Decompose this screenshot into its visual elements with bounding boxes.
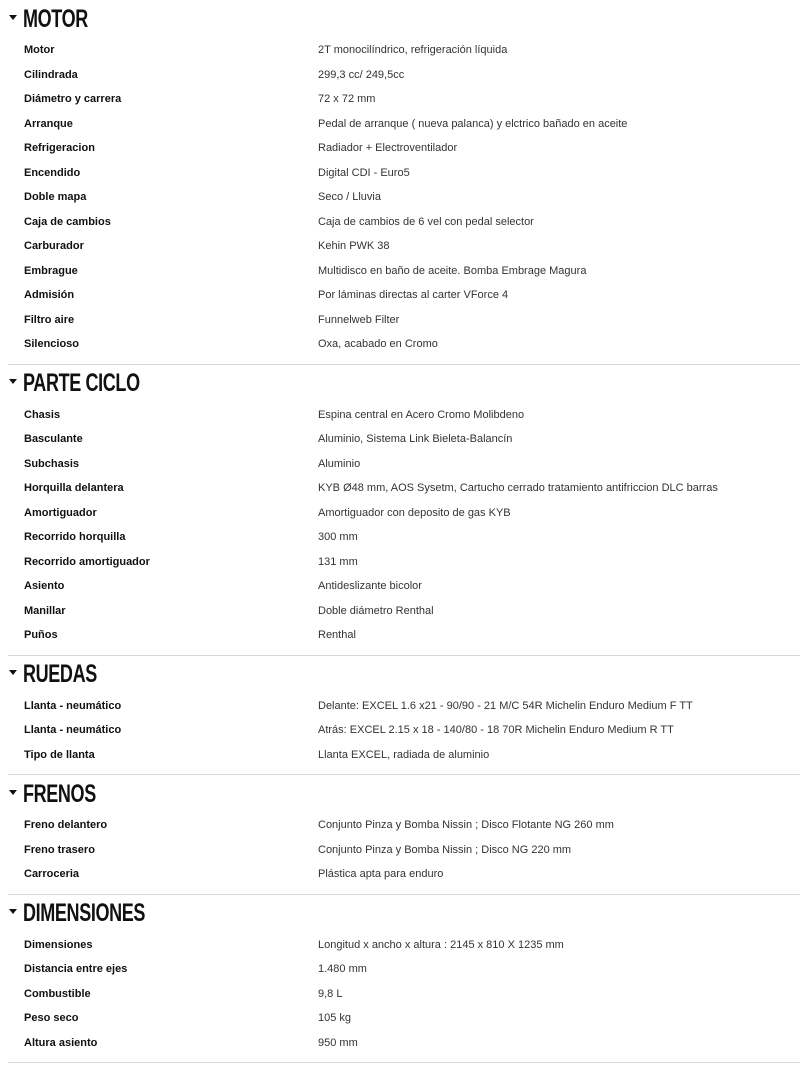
spec-row — [8, 1006, 800, 1031]
spec-value: Digital CDI - Euro5 — [318, 166, 410, 179]
spec-label: Silencioso — [24, 338, 80, 351]
spec-label: Arranque — [24, 117, 73, 130]
spec-label: Encendido — [24, 166, 81, 179]
spec-value: 299,3 cc/ 249,5cc — [318, 68, 405, 81]
spec-label: Recorrido amortiguador — [24, 555, 150, 568]
spec-value: Kehin PWK 38 — [318, 240, 390, 253]
caret-down-icon — [9, 379, 17, 384]
spec-label: Dimensiones — [24, 938, 93, 951]
section-title: FRENOS — [23, 779, 96, 808]
spec-value: Atrás: EXCEL 2.15 x 18 - 140/80 - 18 70R Michelin Enduro Medium R TT — [318, 724, 674, 737]
spec-label: Carburador — [24, 240, 84, 253]
spec-row — [8, 403, 800, 428]
spec-value: Funnelweb Filter — [318, 313, 400, 326]
spec-row — [8, 308, 800, 333]
spec-label: Combustible — [24, 987, 91, 1000]
spec-row — [8, 501, 800, 526]
spec-row — [8, 332, 800, 357]
spec-row — [8, 259, 800, 284]
spec-row — [8, 813, 800, 838]
spec-row — [8, 476, 800, 501]
section-toggle[interactable] — [8, 365, 800, 403]
spec-row — [8, 427, 800, 452]
spec-value: Por láminas directas al carter VForce 4 — [318, 289, 509, 302]
spec-row — [8, 933, 800, 958]
spec-value: Caja de cambios de 6 vel con pedal selector — [318, 215, 534, 228]
caret-down-icon — [9, 670, 17, 675]
spec-section-dimensiones — [8, 895, 800, 1064]
spec-value: Conjunto Pinza y Bomba Nissin ; Disco NG 220 mm — [318, 843, 572, 856]
spec-row — [8, 63, 800, 88]
spec-label: Recorrido horquilla — [24, 531, 126, 544]
spec-label: Peso seco — [24, 1012, 79, 1025]
spec-label: Carroceria — [24, 868, 80, 881]
spec-row — [8, 452, 800, 477]
spec-value: 1.480 mm — [318, 963, 367, 976]
spec-row — [8, 957, 800, 982]
spec-value: 950 mm — [318, 1036, 358, 1049]
spec-rows — [8, 813, 800, 894]
spec-value: Doble diámetro Renthal — [318, 604, 434, 617]
spec-row — [8, 743, 800, 768]
spec-row — [8, 862, 800, 887]
section-title: PARTE CICLO — [23, 369, 140, 397]
spec-row — [8, 38, 800, 63]
spec-row — [8, 550, 800, 575]
spec-label: Refrigeracion — [24, 142, 95, 155]
spec-value: Longitud x ancho x altura : 2145 x 810 X 1235 mm — [318, 938, 564, 951]
spec-label: Admisión — [24, 289, 75, 302]
spec-value: Amortiguador con deposito de gas KYB — [318, 506, 511, 519]
spec-row — [8, 185, 800, 210]
spec-label: Cilindrada — [24, 68, 78, 81]
spec-label: Doble mapa — [24, 191, 87, 204]
spec-value: Renthal — [318, 629, 356, 642]
section-toggle[interactable] — [8, 775, 800, 813]
spec-label: Chasis — [24, 408, 61, 421]
spec-section-parte-ciclo — [8, 365, 800, 656]
spec-label: Puños — [24, 629, 58, 642]
spec-section-frenos — [8, 775, 800, 895]
spec-value: Pedal de arranque ( nueva palanca) y elctrico bañado en aceite — [318, 117, 628, 130]
spec-row — [8, 87, 800, 112]
spec-value: 300 mm — [318, 531, 358, 544]
spec-rows — [8, 933, 800, 1063]
spec-value: 9,8 L — [318, 987, 343, 1000]
spec-row — [8, 982, 800, 1007]
spec-row — [8, 599, 800, 624]
spec-value: Antideslizante bicolor — [318, 580, 422, 593]
spec-label: Tipo de llanta — [24, 748, 95, 761]
spec-row — [8, 838, 800, 863]
caret-down-icon — [9, 909, 17, 914]
spec-label: Embrague — [24, 264, 78, 277]
caret-down-icon — [9, 790, 17, 795]
spec-value: Seco / Lluvia — [318, 191, 381, 204]
spec-row — [8, 210, 800, 235]
spec-label: Altura asiento — [24, 1036, 98, 1049]
spec-label: Freno delantero — [24, 819, 108, 832]
spec-row — [8, 136, 800, 161]
section-title: MOTOR — [23, 4, 88, 33]
spec-label: Motor — [24, 44, 55, 57]
spec-label: Caja de cambios — [24, 215, 111, 228]
spec-value: Plástica apta para enduro — [318, 868, 444, 881]
spec-row — [8, 112, 800, 137]
section-title: RUEDAS — [23, 660, 97, 688]
spec-label: Basculante — [24, 433, 83, 446]
spec-label: Freno trasero — [24, 843, 95, 856]
section-title: DIMENSIONES — [23, 899, 146, 927]
spec-value: 131 mm — [318, 555, 358, 568]
spec-label: Subchasis — [24, 457, 80, 470]
spec-row — [8, 525, 800, 550]
spec-label: Llanta - neumático — [24, 699, 122, 712]
spec-row — [8, 1031, 800, 1056]
section-toggle[interactable] — [8, 656, 800, 694]
spec-value: KYB Ø48 mm, AOS Sysetm, Cartucho cerrado tratamiento antifriccion DLC barras — [318, 482, 718, 495]
spec-row — [8, 694, 800, 719]
spec-value: Delante: EXCEL 1.6 x21 - 90/90 - 21 M/C 54R Michelin Enduro Medium F TT — [318, 699, 693, 712]
spec-label: Llanta - neumático — [24, 724, 122, 737]
spec-label: Diámetro y carrera — [24, 93, 122, 106]
spec-row — [8, 283, 800, 308]
spec-value: Aluminio — [318, 457, 361, 470]
spec-row — [8, 234, 800, 259]
spec-label: Horquilla delantera — [24, 482, 124, 495]
spec-label: Asiento — [24, 580, 65, 593]
spec-value: 2T monocilíndrico, refrigeración líquida — [318, 44, 508, 57]
spec-label: Filtro aire — [24, 313, 75, 326]
spec-label: Amortiguador — [24, 506, 97, 519]
spec-value: Multidisco en baño de aceite. Bomba Embrage Magura — [318, 264, 587, 277]
spec-value: 72 x 72 mm — [318, 93, 376, 106]
spec-section-ruedas — [8, 656, 800, 776]
caret-down-icon — [9, 15, 17, 20]
section-toggle[interactable] — [8, 0, 800, 38]
spec-row — [8, 161, 800, 186]
spec-section-motor — [8, 0, 800, 365]
spec-label: Manillar — [24, 604, 66, 617]
spec-value: Radiador + Electroventilador — [318, 142, 458, 155]
spec-row — [8, 623, 800, 648]
spec-value: Aluminio, Sistema Link Bieleta-Balancín — [318, 433, 513, 446]
section-toggle[interactable] — [8, 895, 800, 933]
spec-row — [8, 718, 800, 743]
spec-value: Llanta EXCEL, radiada de aluminio — [318, 748, 490, 761]
spec-label: Distancia entre ejes — [24, 963, 128, 976]
spec-value: Conjunto Pinza y Bomba Nissin ; Disco Flotante NG 260 mm — [318, 819, 614, 832]
spec-value: Espina central en Acero Cromo Molibdeno — [318, 408, 525, 421]
spec-rows — [8, 38, 800, 364]
spec-value: 105 kg — [318, 1012, 352, 1025]
spec-rows — [8, 694, 800, 775]
spec-row — [8, 574, 800, 599]
spec-value: Oxa, acabado en Cromo — [318, 338, 438, 351]
spec-rows — [8, 403, 800, 655]
